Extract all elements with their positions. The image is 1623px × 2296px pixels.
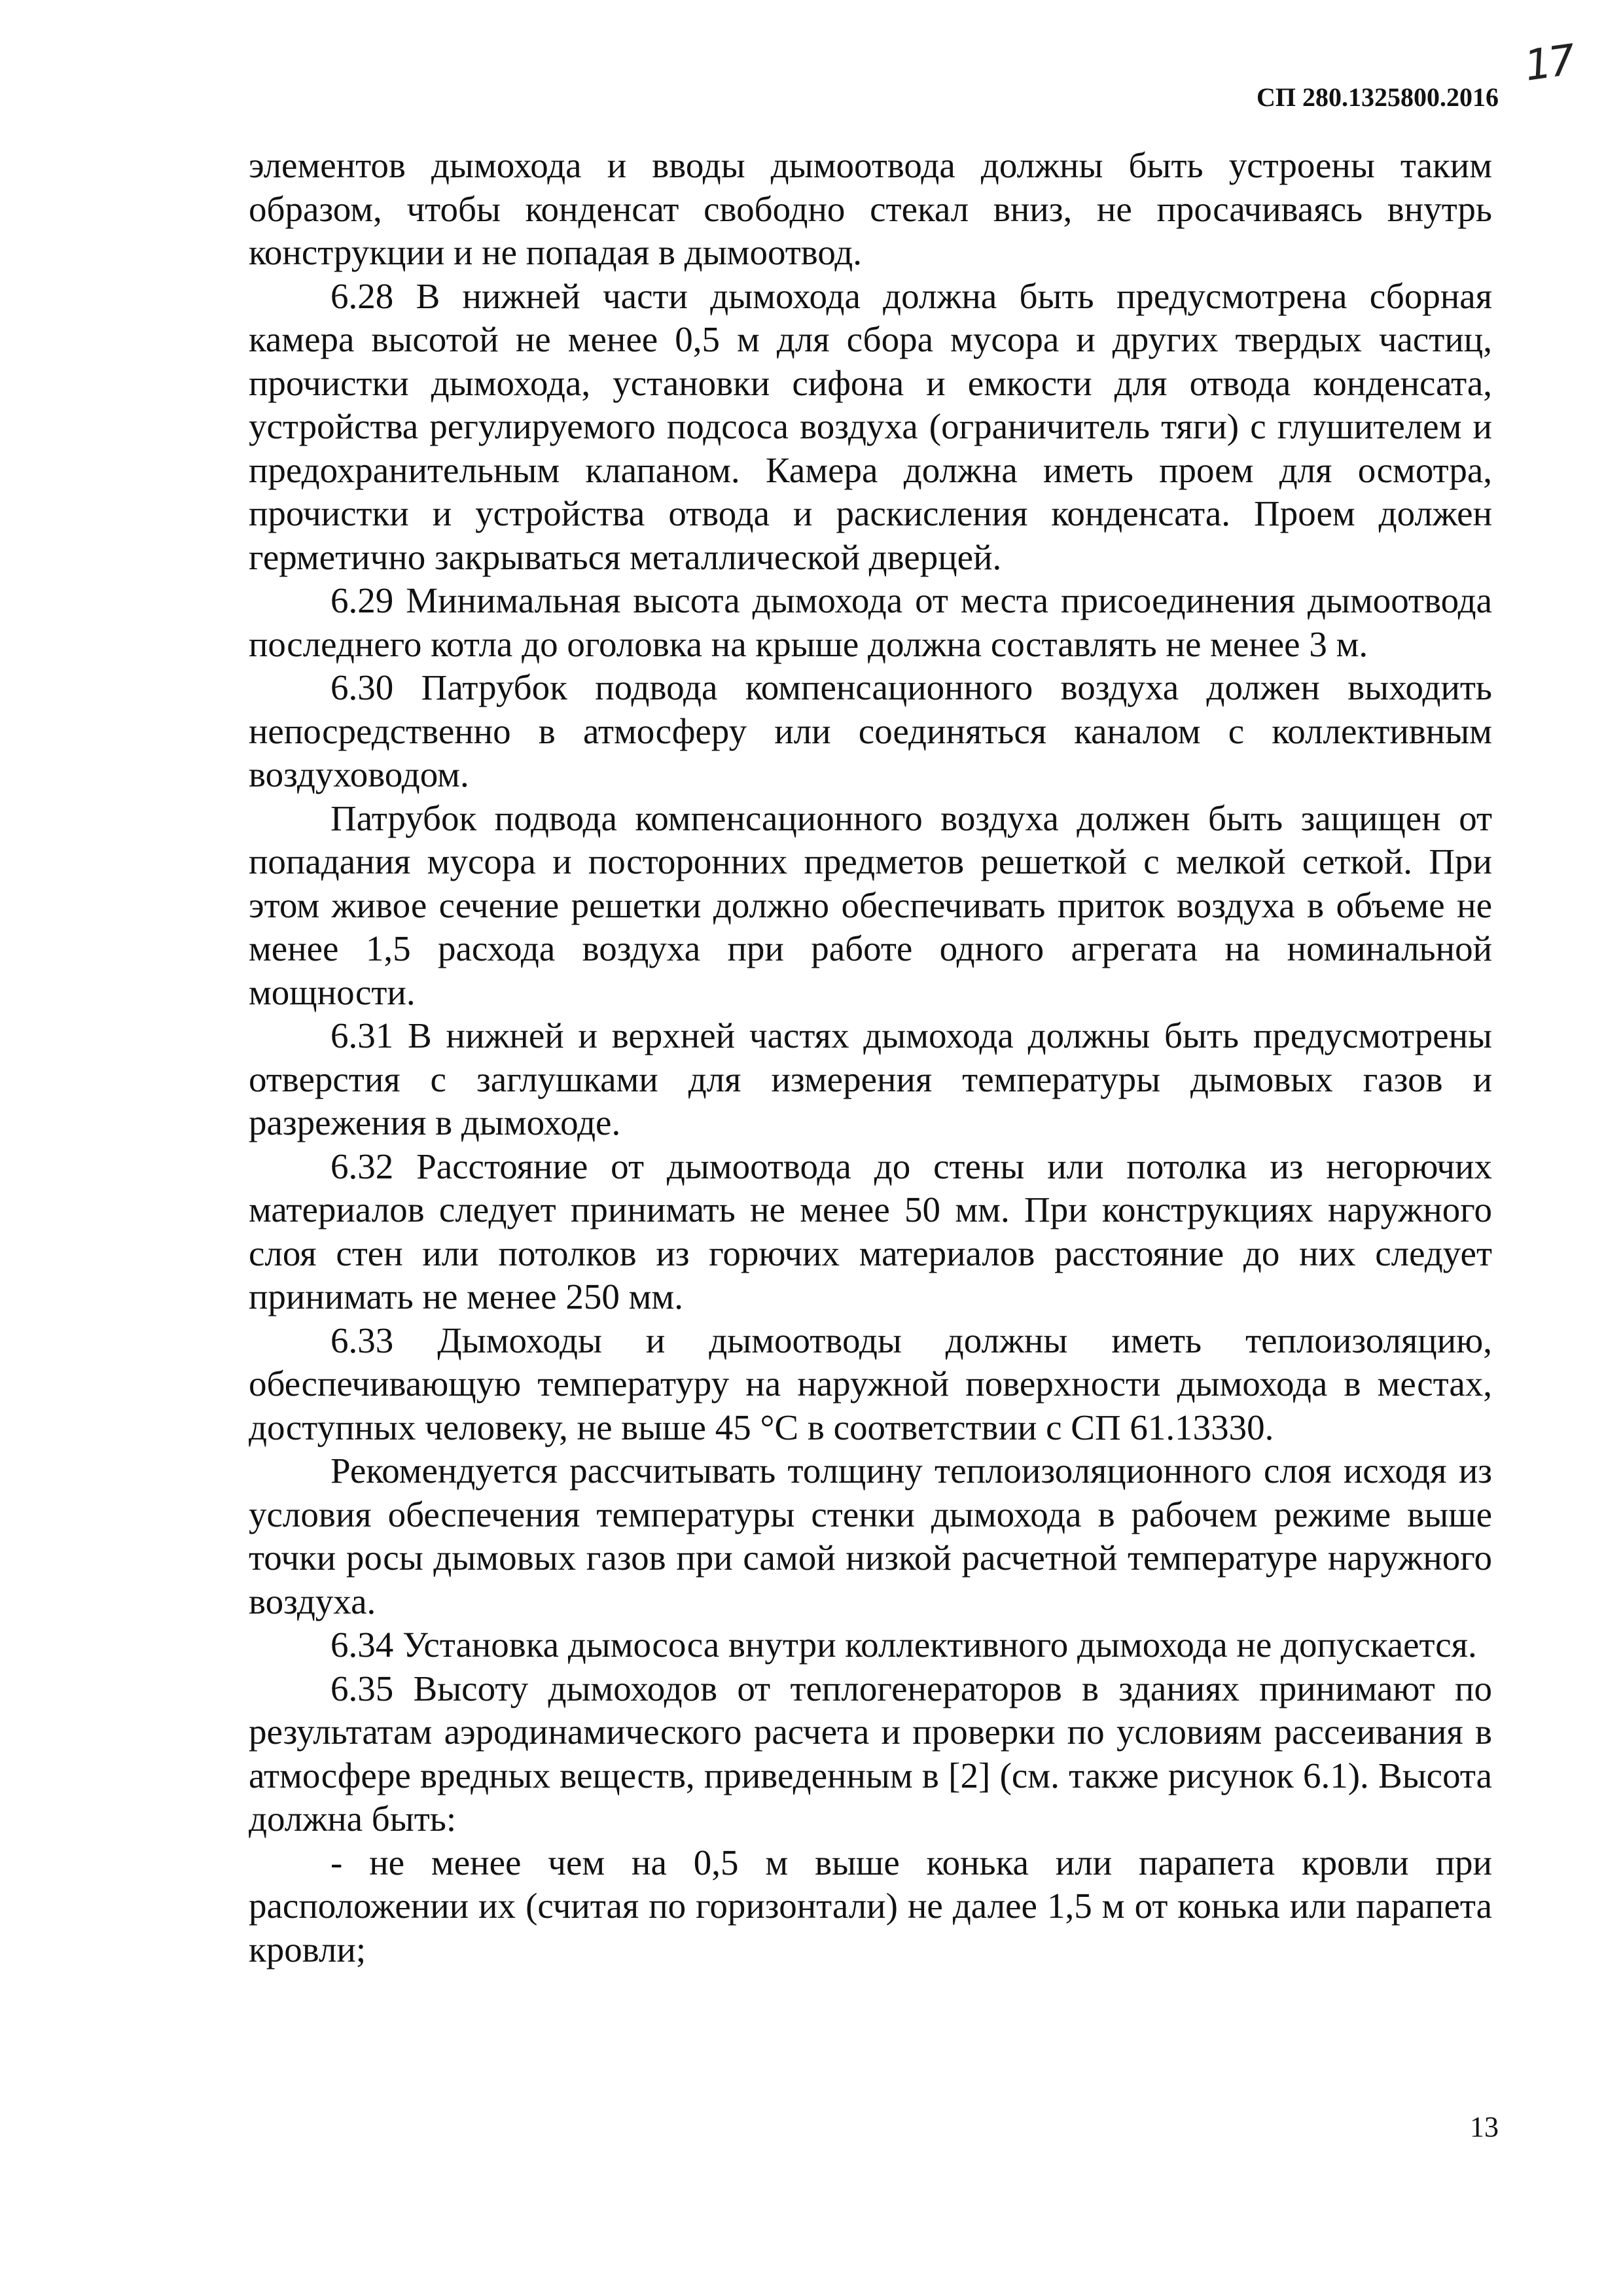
paragraph-6-33: 6.33 Дымоходы и дымоотводы должны иметь теплоизоляцию, обеспечивающую температуру на наружной поверхности дымохода в местах, доступных человеку, не выше 45 °С в соответствии с СП 61.13330. [249, 1320, 1492, 1447]
page-number: 13 [1470, 2111, 1499, 2143]
paragraph-6-35: 6.35 Высоту дымоходов от теплогенераторов в зданиях принимают по результатам аэродинамического расчета и проверки по условиям рассеивания в атмосфере вредных веществ, приведенным в [2] (см. также рисунок 6.1). Высота должна быть: [249, 1668, 1492, 1839]
handwritten-page-mark: 17 [1522, 36, 1577, 91]
list-item: - не менее чем на 0,5 м выше конька или парапета кровли при расположении их (считая по горизонтали) не далее 1,5 м от конька или парапета кровли; [249, 1842, 1492, 1969]
document-code: СП 280.1325800.2016 [1257, 82, 1499, 112]
paragraph-6-28: 6.28 В нижней части дымохода должна быть предусмотрена сборная камера высотой не менее 0,5 м для сбора мусора и других твердых частиц, прочистки дымохода, установки сифона и емкости для отвода конденсата, устройства регулируемого подсоса воздуха (ограничитель тяги) с глушителем и предохранительным клапаном. Камера должна иметь проем для осмотра, прочистки и устройства отвода и раскисления конденсата. Проем должен герметично закрываться металлической дверцей. [249, 275, 1492, 577]
paragraph-6-29: 6.29 Минимальная высота дымохода от места присоединения дымоотвода последнего котла до оголовка на крыше должна составлять не менее 3 м. [249, 580, 1492, 664]
paragraph-6-30: 6.30 Патрубок подвода компенсационного воздуха должен выходить непосредственно в атмосферу или соединяться каналом с коллективным воздуховодом. [249, 667, 1492, 794]
paragraph-6-31: 6.31 В нижней и верхней частях дымохода должны быть предусмотрены отверстия с заглушками для измерения температуры дымовых газов и разрежения в дымоходе. [249, 1016, 1492, 1142]
paragraph: элементов дымохода и вводы дымоотвода должны быть устроены таким образом, чтобы конденсат свободно стекал вниз, не просачиваясь внутрь конструкции и не попадая в дымоотвод. [249, 145, 1492, 272]
paragraph: Патрубок подвода компенсационного воздуха должен быть защищен от попадания мусора и посторонних предметов решеткой с мелкой сеткой. При этом живое сечение решетки должно обеспечивать приток воздуха в объеме не менее 1,5 расхода воздуха при работе одного агрегата на номинальной мощности. [249, 798, 1492, 1012]
paragraph: Рекомендуется рассчитывать толщину теплоизоляционного слоя исходя из условия обеспечения температуры стенки дымохода в рабочем режиме выше точки росы дымовых газов при самой низкой расчетной температуре наружного воздуха. [249, 1451, 1492, 1621]
paragraph-6-32: 6.32 Расстояние от дымоотвода до стены или потолка из негорючих материалов следует принимать не менее 50 мм. При конструкциях наружного слоя стен или потолков из горючих материалов расстояние до них следует принимать не менее 250 мм. [249, 1146, 1492, 1316]
paragraph-6-34: 6.34 Установка дымососа внутри коллективного дымохода не допускается. [330, 1625, 1477, 1665]
body-text [249, 144, 1492, 1971]
